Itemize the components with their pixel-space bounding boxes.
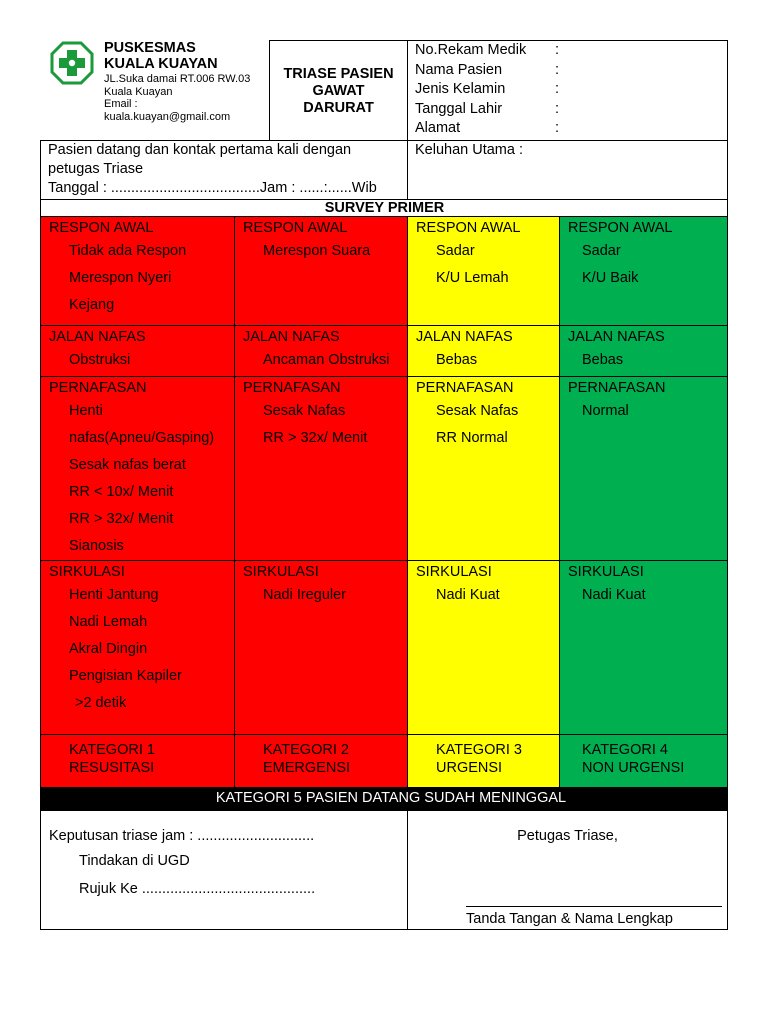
- field-patient-name[interactable]: Nama Pasien :: [415, 61, 560, 78]
- check-cold-extremities[interactable]: Akral Dingin: [69, 641, 148, 657]
- field-medical-record[interactable]: No.Rekam Medik :: [415, 42, 560, 58]
- respon-red-2: RESPON AWAL Merespon Suara: [234, 216, 407, 325]
- check-dyspnea[interactable]: Sesak Nafas: [263, 403, 346, 419]
- check-strong-pulse-green[interactable]: Nadi Kuat: [582, 587, 646, 603]
- form-title-cell: [269, 40, 407, 141]
- check-rr-high-2[interactable]: RR > 32x/ Menit: [263, 430, 368, 446]
- apnea-text-cont: nafas(Apneu/Gasping): [69, 430, 215, 446]
- signature-line[interactable]: [466, 906, 722, 907]
- decision-time[interactable]: Keputusan triase jam : .............................: [49, 828, 315, 844]
- org-info: [104, 40, 269, 123]
- airway-yellow: JALAN NAFAS Bebas: [407, 325, 559, 376]
- option-ugd[interactable]: Tindakan di UGD: [79, 853, 190, 869]
- check-obstruction-threat[interactable]: Ancaman Obstruksi: [263, 352, 390, 368]
- officer-label: Petugas Triase,: [517, 828, 618, 844]
- signature-cell: [407, 811, 728, 930]
- breathing-red-2: PERNAFASAN Sesak Nafas RR > 32x/ Menit: [234, 376, 407, 560]
- breathing-red: PERNAFASAN Henti nafas(Apneu/Gasping) Sesak nafas berat RR < 10x/ Menit RR > 32x/ Menit Sianosis: [40, 376, 234, 560]
- org-name-2: KUALA KUAYAN: [104, 56, 218, 72]
- check-cardiac-arrest[interactable]: Henti Jantung: [69, 587, 159, 603]
- respon-green: RESPON AWAL Sadar K/U Baik: [559, 216, 728, 325]
- airway-green: JALAN NAFAS Bebas: [559, 325, 728, 376]
- check-obstruction[interactable]: Obstruksi: [69, 352, 131, 368]
- category-1-label: KATEGORI 1: [69, 742, 155, 758]
- check-seizure[interactable]: Kejang: [69, 297, 115, 313]
- check-rr-low[interactable]: RR < 10x/ Menit: [69, 484, 174, 500]
- check-rr-high[interactable]: RR > 32x/ Menit: [69, 511, 174, 527]
- breathing-green: PERNAFASAN Normal: [559, 376, 728, 560]
- arrival-cell: [40, 140, 407, 199]
- check-strong-pulse[interactable]: Nadi Kuat: [436, 587, 500, 603]
- org-name: PUSKESMAS: [104, 40, 196, 56]
- check-dyspnea-yellow[interactable]: Sesak Nafas: [436, 403, 519, 419]
- check-weak-condition[interactable]: K/U Lemah: [436, 270, 509, 286]
- check-apnea[interactable]: Henti: [69, 403, 103, 419]
- check-airway-clear-green[interactable]: Bebas: [582, 352, 624, 368]
- capillary-refill-cont: >2 detik: [75, 695, 127, 711]
- check-conscious-green[interactable]: Sadar: [582, 243, 621, 259]
- category-4-label: KATEGORI 4: [582, 742, 668, 758]
- arrival-text-2: petugas Triase: [48, 161, 144, 177]
- circulation-yellow: SIRKULASI Nadi Kuat: [407, 560, 559, 734]
- check-no-response[interactable]: Tidak ada Respon: [69, 243, 187, 259]
- check-rr-normal[interactable]: RR Normal: [436, 430, 508, 446]
- field-gender[interactable]: Jenis Kelamin :: [415, 81, 560, 97]
- check-weak-pulse[interactable]: Nadi Lemah: [69, 614, 148, 630]
- survey-title: SURVEY PRIMER: [40, 199, 728, 216]
- category-3-cell[interactable]: KATEGORI 3 URGENSI: [407, 734, 559, 787]
- field-address[interactable]: Alamat :: [415, 120, 560, 136]
- arrival-text: Pasien datang dan kontak pertama kali dengan: [48, 142, 352, 158]
- check-conscious[interactable]: Sadar: [436, 243, 475, 259]
- circulation-red-2: SIRKULASI Nadi Ireguler: [234, 560, 407, 734]
- circulation-red: SIRKULASI Henti Jantung Nadi Lemah Akral Dingin Pengisian Kapiler >2 detik: [40, 560, 234, 734]
- email-value: kuala.kuayan@gmail.com: [104, 110, 231, 123]
- complaint-label: Keluhan Utama :: [415, 142, 524, 158]
- check-breathing-normal[interactable]: Normal: [582, 403, 629, 419]
- circulation-green: SIRKULASI Nadi Kuat: [559, 560, 728, 734]
- org-address-2: Kuala Kuayan: [104, 85, 173, 98]
- category-1-cell[interactable]: KATEGORI 1 RESUSITASI: [40, 734, 234, 787]
- airway-red-2: JALAN NAFAS Ancaman Obstruksi: [234, 325, 407, 376]
- check-cyanosis[interactable]: Sianosis: [69, 538, 124, 554]
- check-capillary-refill[interactable]: Pengisian Kapiler: [69, 668, 182, 684]
- option-referral[interactable]: Rujuk Ke ...........................................: [79, 881, 316, 897]
- category-5-bar[interactable]: [40, 787, 728, 811]
- check-pain-response[interactable]: Merespon Nyeri: [69, 270, 172, 286]
- form-title-3: DARURAT: [303, 99, 374, 116]
- check-severe-dyspnea[interactable]: Sesak nafas berat: [69, 457, 186, 473]
- complaint-cell[interactable]: [407, 140, 728, 199]
- form-title-2: GAWAT: [312, 82, 365, 99]
- health-logo: [50, 41, 94, 85]
- respon-yellow: RESPON AWAL Sadar K/U Lemah: [407, 216, 559, 325]
- check-good-condition[interactable]: K/U Baik: [582, 270, 639, 286]
- decision-cell: [40, 811, 407, 930]
- form-title: TRIASE PASIEN: [283, 65, 394, 82]
- check-irregular-pulse[interactable]: Nadi Ireguler: [263, 587, 347, 603]
- respon-red: RESPON AWAL Tidak ada Respon Merespon Nyeri Kejang: [40, 216, 234, 325]
- field-birth-date[interactable]: Tanggal Lahir :: [415, 100, 560, 117]
- airway-red: JALAN NAFAS Obstruksi: [40, 325, 234, 376]
- breathing-yellow: PERNAFASAN Sesak Nafas RR Normal: [407, 376, 559, 560]
- email-label: Email :: [104, 98, 138, 110]
- patient-info-cell: [407, 40, 728, 141]
- category-4-cell[interactable]: KATEGORI 4 NON URGENSI: [559, 734, 728, 787]
- category-3-label: KATEGORI 3: [436, 742, 522, 758]
- category-2-cell[interactable]: KATEGORI 2 EMERGENSI: [234, 734, 407, 787]
- check-voice-response[interactable]: Merespon Suara: [263, 243, 371, 259]
- signature-label: Tanda Tangan & Nama Lengkap: [466, 911, 673, 927]
- org-address: JL.Suka damai RT.006 RW.03: [104, 73, 251, 85]
- check-airway-clear[interactable]: Bebas: [436, 352, 478, 368]
- category-2-label: KATEGORI 2: [263, 742, 349, 758]
- arrival-date-time[interactable]: Tanggal : .....................................Jam : ......:......Wib: [48, 180, 377, 196]
- category-5-label: KATEGORI 5 PASIEN DATANG SUDAH MENINGGAL: [215, 790, 567, 806]
